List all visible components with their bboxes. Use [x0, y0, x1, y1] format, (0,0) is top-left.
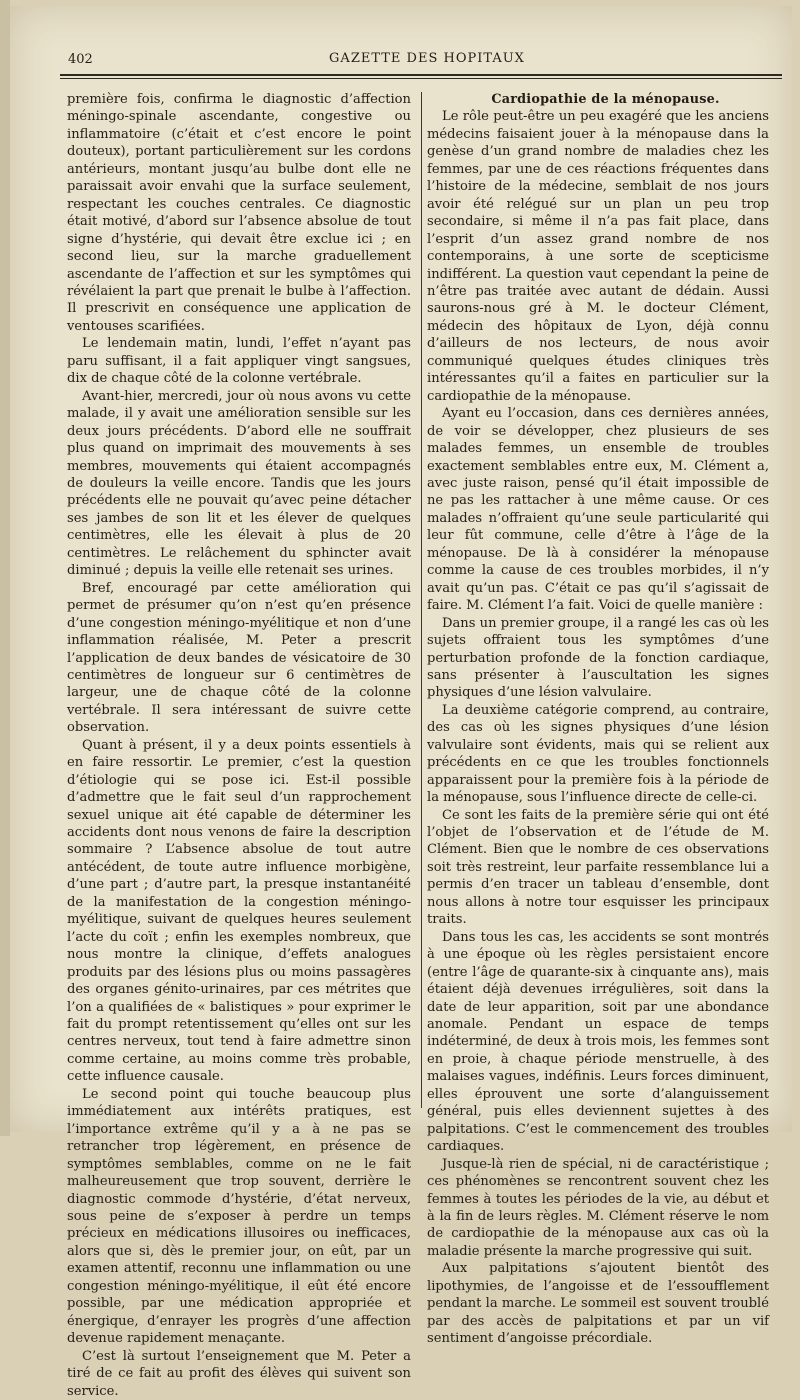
section-heading: Cardiopathie de la ménopause.	[491, 92, 720, 107]
binding-edge	[0, 0, 10, 1136]
column-divider	[421, 92, 422, 1108]
header-rule-thick	[60, 74, 782, 76]
paragraph: première fois, confirma le diagnostic d’affection méningo-spinale ascendante, congestive ou inflammatoire (c’était et c’est encore le point douteux), portant particulièrement sur les cordons antérieurs, montant jusqu’au bulbe dont elle ne paraissait avoir envahi que la surface seulement, respectant les couches centrales. Ce diagnostic était motivé, d’abord sur l’absence absolue de tout signe d’hystérie, qui devait être exclue ici ; en second lieu, sur la marche graduellement ascendante de l’affection et sur les symptômes qui révélaient la part que prenait le bulbe à l’affection. Il prescrivit en conséquence une application de ventouses scarifiées.	[67, 92, 411, 334]
right-column	[427, 91, 769, 1348]
paragraph: Le lendemain matin, lundi, l’effet n’ayant pas paru suffisant, il a fait appliquer vingt sangsues, dix de chaque côté de la colonne vertébrale.	[67, 336, 411, 387]
paragraph: C’est là surtout l’enseignement que M. Peter a tiré de ce fait au profit des élèves qui suivent son service.	[67, 1348, 411, 1399]
header-rule-thin	[60, 78, 782, 79]
paragraph: Ayant eu l’occasion, dans ces dernières années, de voir se développer, chez plusieurs de ses malades femmes, un ensemble de troubles exactement semblables entre eux, M. Clément a, avec juste raison, pensé qu’il était impossible de ne pas les rattacher à une même cause. Or ces malades n’offraient qu’une seule particularité qui leur fût commune, celle d’être à l’âge de la ménopause. De là à considérer la ménopause comme la cause de ces troubles morbides, il n’y avait qu’un pas. C’était ce pas qu’il s’agissait de faire. M. Clément l’a fait. Voici de quelle manière :	[427, 406, 769, 614]
page-number: 402	[68, 52, 93, 67]
paragraph: Avant-hier, mercredi, jour où nous avons vu cette malade, il y avait une amélioration sensible sur les deux jours précédents. D’abord elle ne souffrait plus quand on imprimait des mouvements à ses membres, mouvements qui étaient accompagnés de douleurs la veille encore. Tandis que les jours précédents elle ne pouvait qu’avec peine détacher ses jambes de son lit et les élever de quelques centimètres, elle les élevait à plus de 20 centimètres. Le relâchement du sphincter avait diminué ; depuis la veille elle retenait ses urines.	[67, 388, 411, 579]
paragraph: Ce sont les faits de la première série qui ont été l’objet de l’observation et de l’étude de M. Clément. Bien que le nombre de ces observations soit très restreint, leur parfaite ressemblance lui a permis d’en tracer un tableau d’ensemble, dont nous allons à notre tour esquisser les principaux traits.	[427, 807, 769, 928]
paragraph: Dans tous les cas, les accidents se sont montrés à une époque où les règles persistaient encore (entre l’âge de quarante-six à cinquante ans), mais étaient déjà devenues irrégulières, soit dans la date de leur apparition, soit par une abondance anomale. Pendant un espace de temps indéterminé, de deux à trois mois, les femmes sont en proie, à chaque période menstruelle, à des malaises vagues, indéfinis. Leurs forces diminuent, elles éprouvent une sorte d’alanguissement général, puis elles deviennent sujettes à des palpitations. C’est le commencement des troubles cardiaques.	[427, 929, 769, 1155]
paragraph: La deuxième catégorie comprend, au contraire, des cas où les signes physiques d’une lésion valvulaire sont évidents, mais qui se relient aux précédents en ce que les troubles fonctionnels apparaissent pour la première fois à la période de la ménopause, sous l’influence directe de celle-ci.	[427, 702, 769, 806]
paragraph: Quant à présent, il y a deux points essentiels à en faire ressortir. Le premier, c’est la question d’étiologie qui se pose ici. Est-il possible d’admettre que le fait seul d’un rapprochement sexuel unique ait été capable de déterminer les accidents dont nous venons de faire la description sommaire ? L’absence absolue de tout autre antécédent, de toute autre influence morbigène, d’une part ; d’autre part, la presque instantanéité de la manifestation de la congestion méningo-myélitique, suivant de quelques heures seulement l’acte du coït ; enfin les exemples nombreux, que nous montre la clinique, d’effets analogues produits par des lésions plus ou moins passagères des organes génito-urinaires, par ces métrites que l’on a qualifiées de « balistiques » pour exprimer le fait du prompt retentissement qu’elles ont sur les centres nerveux, tout tend à faire admettre sinon comme certaine, au moins comme très probable, cette influence causale.	[67, 737, 411, 1085]
paragraph: Aux palpitations s’ajoutent bientôt des lipothymies, de l’angoisse et de l’essoufflement pendant la marche. Le sommeil est souvent troublé par des accès de palpitations et par un vif sentiment d’angoisse précordiale.	[427, 1261, 769, 1347]
paragraph: Le rôle peut-être un peu exagéré que les anciens médecins faisaient jouer à la ménopause dans la genèse d’un grand nombre de maladies chez les femmes, par une de ces réactions fréquentes dans l’histoire de la médecine, semblait de nos jours avoir été relégué sur un plan un peu trop secondaire, si même il n’a pas fait place, dans l’esprit d’un assez grand nombre de nos contemporains, à une sorte de scepticisme indifférent. La question vaut cependant la peine de n’être pas traitée avec autant de dédain. Aussi saurons-nous gré à M. le docteur Clément, médecin des hôpitaux de Lyon, déjà connu d’ailleurs de nos lecteurs, de nous avoir communiqué quelques études cliniques très intéressantes qu’il a faites en particulier sur la cardiopathie de la ménopause.	[427, 109, 769, 404]
paragraph: Dans un premier groupe, il a rangé les cas où les sujets offraient tous les symptômes d’une perturbation profonde de la fonction cardiaque, sans présenter à l’auscultation les signes physiques d’une lésion valvulaire.	[427, 615, 769, 701]
paragraph: Bref, encouragé par cette amélioration qui permet de présumer qu’on n’est qu’en présence d’une congestion méningo-myélitique et non d’une inflammation réalisée, M. Peter a prescrit l’application de deux bandes de vésicatoire de 30 centimètres de longueur sur 6 centimètres de largeur, une de chaque côté de la colonne vertébrale. Il sera intéressant de suivre cette observation.	[67, 580, 411, 736]
left-column	[67, 91, 411, 1400]
paragraph: Le second point qui touche beaucoup plus immédiatement aux intérêts pratiques, est l’importance extrême qu’il y a à ne pas se retrancher trop légèrement, en présence de symptômes semblables, comme on ne le fait malheureusement que trop souvent, derrière le diagnostic commode d’hystérie, d’état nerveux, sous peine de s’exposer à perdre un temps précieux en médications illusoires ou inefficaces, alors que si, dès le premier jour, on eût, par un examen attentif, reconnu une inflammation ou une congestion méningo-myélitique, il eût été encore possible, par une médication appropriée et énergique, d’enrayer les progrès d’une affection devenue rapidement menaçante.	[67, 1086, 411, 1347]
paragraph: Jusque-là rien de spécial, ni de caractéristique ; ces phénomènes se rencontrent souvent chez les femmes à toutes les périodes de la vie, au début et à la fin de leurs règles. M. Clément réserve le nom de cardiopathie de la ménopause aux cas où la maladie présente la marche progressive qui suit.	[427, 1156, 769, 1259]
page-header	[68, 48, 786, 70]
journal-title: GAZETTE DES HOPITAUX	[329, 51, 525, 66]
